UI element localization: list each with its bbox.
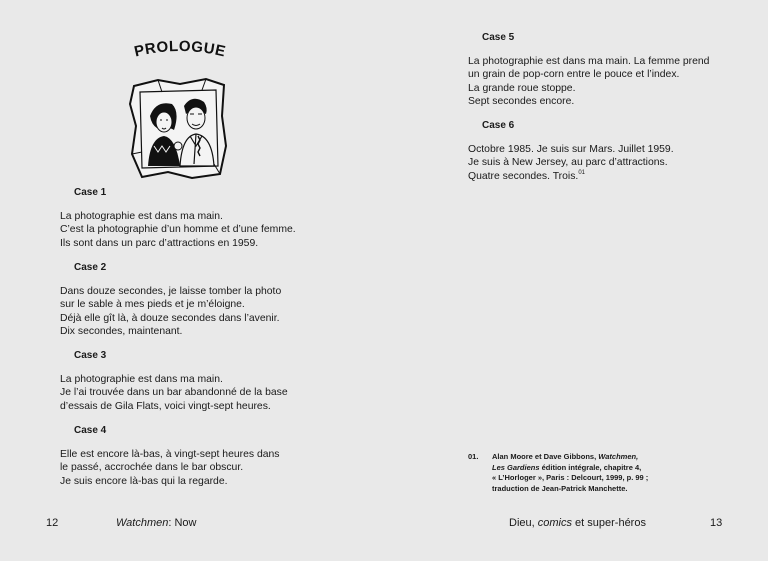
text-line: d’essais de Gila Flats, voici vingt-sept heures.: [60, 400, 271, 412]
text-line: Dix secondes, maintenant.: [60, 325, 183, 337]
footnote-line: [492, 452, 648, 463]
page-number: 13: [710, 517, 723, 529]
case-heading: Case 3: [74, 350, 107, 361]
case-text: [468, 143, 674, 183]
running-head-italic: Watchmen: [116, 517, 169, 529]
text-line: Elle est encore là-bas, à vingt-sept heures dans: [60, 449, 280, 460]
text-line: Je l’ai trouvée dans un bar abandonné de la base: [60, 387, 288, 399]
text-line: C’est la photographie d’un homme et d’une femme.: [60, 224, 296, 236]
case-text: [60, 373, 288, 413]
case-heading: Case 2: [74, 262, 107, 273]
text-line: Je suis encore là-bas qui la regarde.: [60, 475, 228, 487]
footnote-ref[interactable]: 01: [578, 169, 585, 176]
fn-post: édition intégrale, chapitre 4,: [539, 462, 642, 472]
case-heading: Case 6: [482, 120, 515, 131]
text-line-content: Quatre secondes. Trois.: [468, 170, 579, 182]
prologue-title: [110, 34, 250, 68]
running-head-italic: comics: [537, 517, 572, 529]
text-line: La photographie est dans ma main. La femme prend: [468, 56, 710, 67]
running-head: [509, 517, 646, 529]
text-line: La photographie est dans ma main.: [60, 211, 223, 222]
text-line: [468, 170, 674, 183]
case-text: [60, 285, 281, 338]
photograph-illustration: [128, 76, 228, 180]
case-text: [60, 210, 296, 250]
running-head: [116, 517, 197, 529]
text-line: Ils sont dans un parc d’attractions en 1959.: [60, 237, 259, 249]
footnote-line: « L’Horloger », Paris : Delcourt, 1999, p. 99 ;: [492, 473, 649, 483]
running-head-rest: : Now: [168, 517, 197, 529]
text-line: un grain de pop-corn entre le pouce et l’index.: [468, 69, 680, 81]
footnote-line: [492, 463, 648, 474]
text-line: Je suis à New Jersey, au parc d’attractions.: [468, 157, 668, 169]
text-line: Sept secondes encore.: [468, 95, 575, 107]
footnote-number: 01.: [468, 452, 479, 461]
fn-pre: Alan Moore et Dave Gibbons,: [492, 452, 599, 461]
text-line: le passé, accrochée dans le bar obscur.: [60, 462, 244, 474]
running-head-pre: Dieu,: [509, 517, 538, 529]
text-line: La grande roue stoppe.: [468, 82, 576, 94]
footnote-line: traduction de Jean-Patrick Manchette.: [492, 483, 628, 493]
page-number: 12: [46, 517, 59, 529]
running-head-post: et super-héros: [571, 517, 646, 529]
case-heading: Case 4: [74, 425, 107, 436]
case-heading: Case 1: [74, 187, 107, 198]
text-line: Dans douze secondes, je laisse tomber la photo: [60, 286, 282, 297]
svg-text:PROLOGUE: PROLOGUE: [132, 37, 228, 61]
text-line: La photographie est dans ma main.: [60, 374, 223, 385]
text-line: Déjà elle gît là, à douze secondes dans l’avenir.: [60, 312, 280, 324]
text-line: Octobre 1985. Je suis sur Mars. Juillet 1959.: [468, 144, 674, 155]
case-text: [468, 55, 709, 108]
case-text: [60, 448, 279, 488]
footnote-text: [492, 452, 648, 494]
text-line: sur le sable à mes pieds et je m’éloigne.: [60, 299, 245, 311]
fn-italic: Watchmen,: [598, 452, 639, 461]
case-heading: Case 5: [482, 32, 515, 43]
fn-italic: Les Gardiens: [492, 462, 540, 472]
